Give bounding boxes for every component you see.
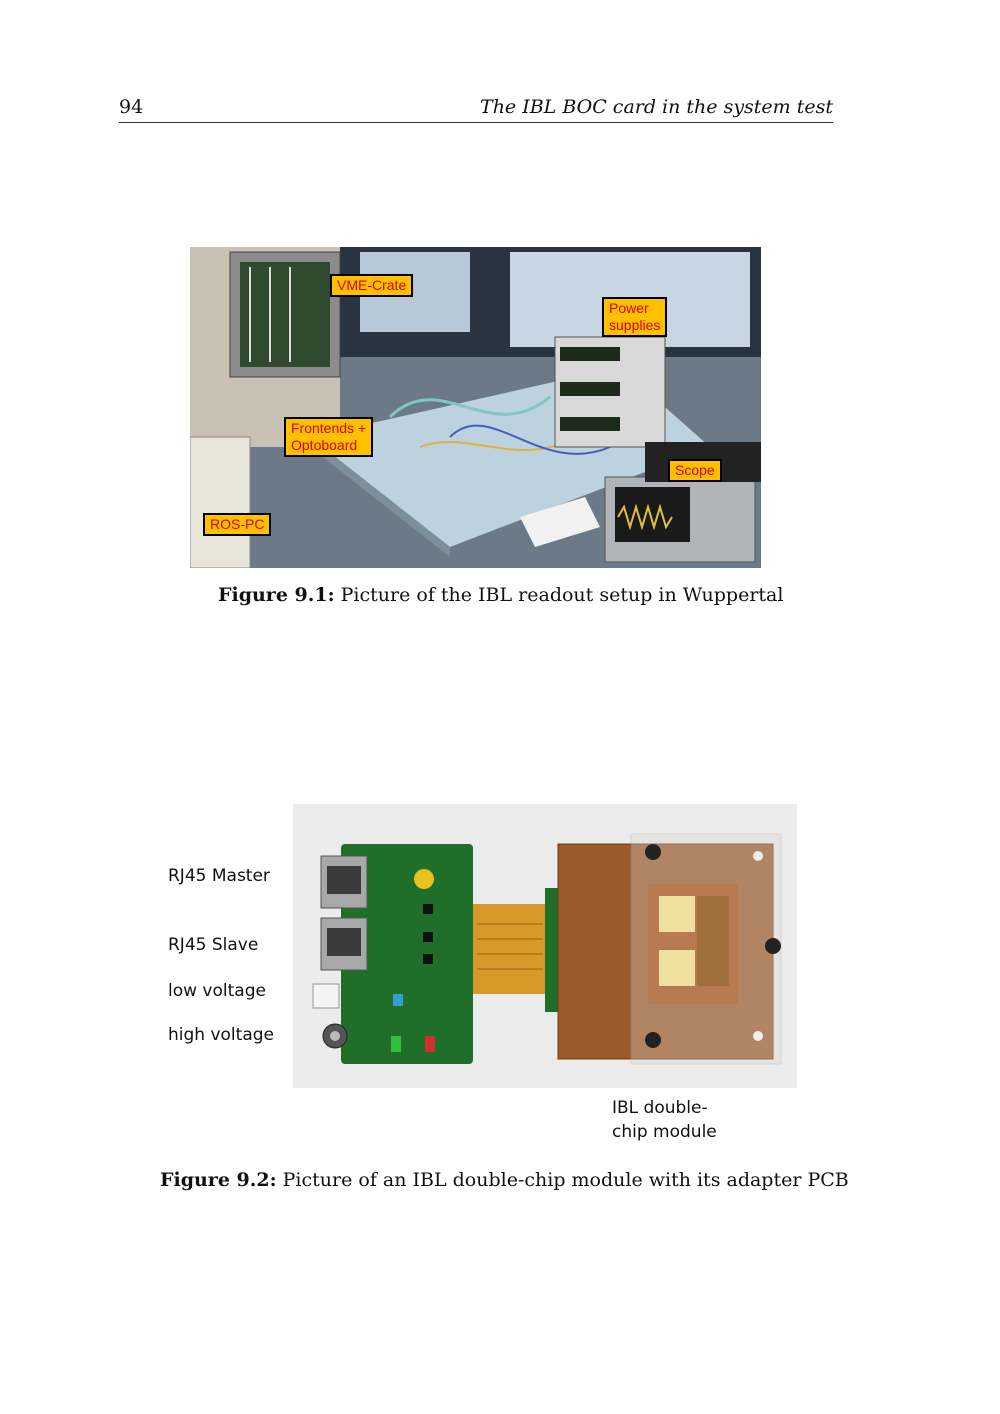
label-ibl-double-chip-module: IBL double- chip module bbox=[612, 1098, 717, 1142]
figure-9-1-photo bbox=[190, 247, 761, 568]
label-ros-pc: ROS-PC bbox=[203, 513, 271, 536]
header-rule bbox=[119, 122, 833, 123]
label-vme-crate: VME-Crate bbox=[330, 274, 413, 297]
label-rj45-master: RJ45 Master bbox=[168, 866, 270, 886]
label-rj45-slave: RJ45 Slave bbox=[168, 935, 259, 955]
label-low-voltage: low voltage bbox=[168, 981, 266, 1001]
running-title: The IBL BOC card in the system test bbox=[480, 96, 833, 118]
page-number: 94 bbox=[119, 96, 144, 118]
figure-9-2-caption-text: Picture of an IBL double-chip module with its adapter PCB bbox=[282, 1169, 849, 1191]
figure-9-1-caption bbox=[218, 584, 783, 606]
figure-9-1-caption-prefix: Figure 9.1: bbox=[218, 584, 335, 606]
label-power-supplies: Power supplies bbox=[602, 297, 667, 337]
figure-9-1-caption-text: Picture of the IBL readout setup in Wuppertal bbox=[340, 584, 784, 606]
figure-9-2-caption-prefix: Figure 9.2: bbox=[160, 1169, 277, 1191]
figure-9-2-caption bbox=[160, 1169, 849, 1191]
label-frontends-optoboard: Frontends + Optoboard bbox=[284, 417, 373, 457]
figure-9-2-photo bbox=[293, 804, 797, 1088]
label-scope: Scope bbox=[668, 459, 722, 482]
label-high-voltage: high voltage bbox=[168, 1025, 274, 1045]
